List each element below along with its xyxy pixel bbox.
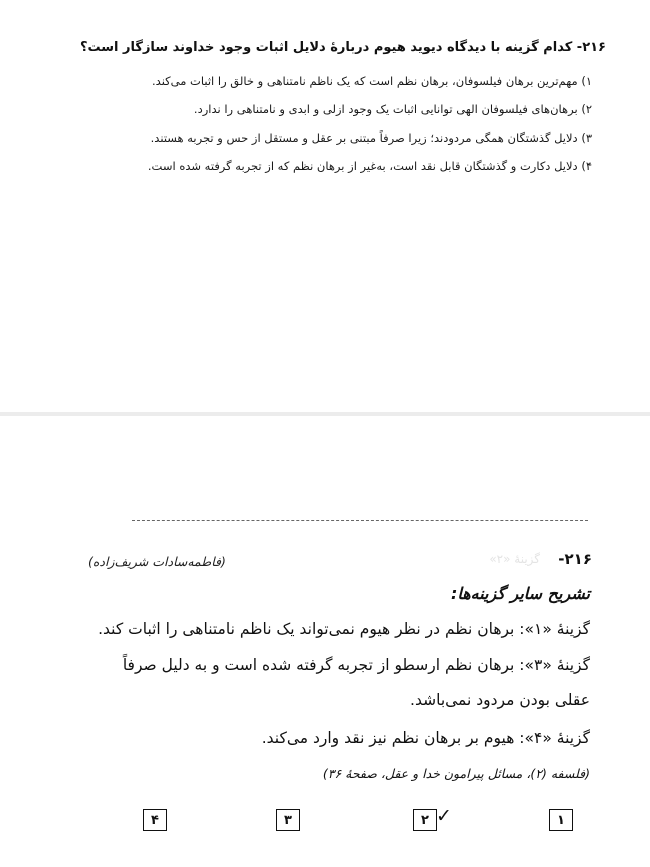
answer-panel bbox=[0, 416, 650, 867]
explanation-option-3: گزینهٔ «۳»: برهان نظم ارسطو از تجربه گرفته شده است و به دلیل صرفاً bbox=[122, 656, 590, 674]
explanation-option-1: گزینهٔ «۱»: برهان نظم در نظر هیوم نمی‌تواند یک ناظم نامتناهی را اثبات کند. bbox=[98, 620, 590, 638]
source-reference: (فلسفه (۲)، مسائل پیرامون خدا و عقل، صفحهٔ ۳۶) bbox=[322, 766, 590, 781]
correct-answer-faded: گزینهٔ «۲» bbox=[489, 552, 540, 566]
choice-box-1: ۱ bbox=[549, 809, 573, 831]
author-name: (فاطمه‌سادات شریف‌زاده) bbox=[88, 554, 226, 569]
option-3: ۳) دلایل گذشتگان همگی مردودند؛ زیرا صرفاً مبتنی بر عقل و مستقل از حس و تجربه هستند. bbox=[150, 131, 592, 145]
dashed-divider bbox=[132, 520, 588, 521]
choice-box-3: ۳ bbox=[276, 809, 300, 831]
checkmark-icon: ✓ bbox=[436, 805, 452, 827]
section-title: تشریح سایر گزینه‌ها: bbox=[450, 584, 590, 603]
choice-box-4: ۴ bbox=[143, 809, 167, 831]
option-1: ۱) مهم‌ترین برهان فیلسوفان، برهان نظم است که یک ناظم نامتناهی و خالق را اثبات می‌کند. bbox=[152, 74, 592, 88]
question-panel bbox=[0, 0, 650, 412]
explanation-option-3-cont: عقلی بودن مردود نمی‌باشد. bbox=[410, 691, 590, 709]
option-2: ۲) برهان‌های فیلسوفان الهی توانایی اثبات یک وجود ازلی و ابدی و نامتناهی را ندارد. bbox=[193, 102, 592, 116]
choice-box-2: ۲ bbox=[413, 809, 437, 831]
explanation-option-4: گزینهٔ «۴»: هیوم بر برهان نظم نیز نقد وارد می‌کند. bbox=[261, 729, 590, 747]
option-4: ۴) دلایل دکارت و گذشتگان قابل نقد است، به‌غیر از برهان نظم که از تجربه گرفته شده است. bbox=[147, 159, 592, 173]
question-title: ۲۱۶- کدام گزینه با دیدگاه دیوید هیوم دربارهٔ دلایل اثبات وجود خداوند سازگار است؟ bbox=[79, 40, 606, 55]
answer-number: ۲۱۶- bbox=[558, 550, 592, 568]
